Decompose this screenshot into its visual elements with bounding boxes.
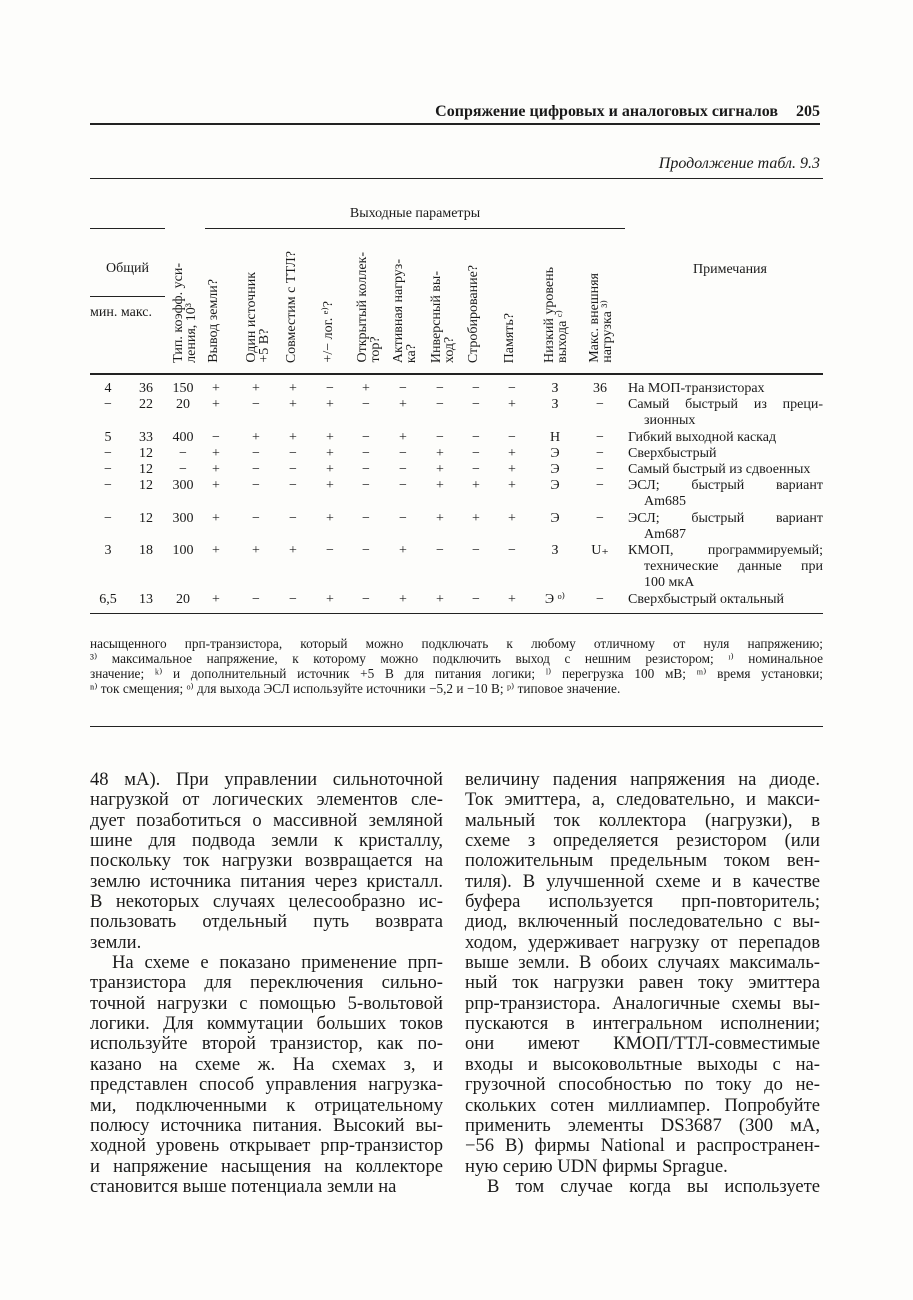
column-header-line: Память? [502, 312, 517, 363]
column-header-line: Тип. коэфф. уси- [171, 263, 186, 363]
table-cell: 22 [139, 397, 153, 412]
column-header [322, 301, 335, 363]
table-cell: − [508, 430, 516, 445]
table-cell: 33 [139, 430, 153, 445]
paragraph [465, 1177, 820, 1197]
table-cell: − [596, 592, 604, 607]
table-cell: + [289, 430, 297, 445]
column-header-line: Совместим с ТТЛ? [284, 250, 299, 363]
table-note-line: Am685 [644, 494, 686, 510]
text-line: Ток эмиттера, а, следовательно, и макси- [465, 789, 820, 811]
table-cell: 150 [172, 381, 194, 396]
text-line: величину падения напряжения на диоде. [465, 769, 820, 790]
column-header-line: выхода ᶜ⁾ [555, 310, 570, 363]
running-head [90, 103, 820, 121]
text-line: они имеют КМОП/ТТЛ-совместимые [465, 1033, 820, 1055]
text-line: выше земли. В обоих случаях максималь- [465, 952, 820, 974]
table-note [628, 446, 823, 462]
text-line: используйте второй транзистор, как по- [90, 1033, 443, 1055]
general-header: Общий [106, 261, 149, 276]
table-cell: Э [550, 462, 560, 477]
table-cell: + [362, 381, 370, 396]
table-note-line: На МОП-транзисторах [628, 381, 765, 396]
table-cell: − [508, 543, 516, 558]
table-cell: 18 [139, 543, 153, 558]
text-line: буфера используется прп-повторитель; [465, 891, 820, 913]
table-cell: + [252, 381, 260, 396]
column-header [207, 279, 220, 363]
table-cell: + [326, 478, 334, 493]
body-right-column [465, 770, 820, 1197]
column-header [245, 272, 271, 363]
table-cell: 13 [139, 592, 153, 607]
table-cell: − [289, 462, 297, 477]
table-cell: + [212, 397, 220, 412]
text-line: −56 В) фирмы National и распространен- [465, 1135, 820, 1157]
column-header-line: Низкий уровень [542, 266, 557, 363]
table-cell: − [399, 511, 407, 526]
table-cell: − [399, 462, 407, 477]
table-cell: З [551, 397, 559, 412]
table-cell: + [326, 397, 334, 412]
table-cell: + [326, 462, 334, 477]
column-header [543, 267, 569, 363]
table-cell: + [436, 511, 444, 526]
minmax-rule [90, 296, 165, 297]
text-line: скольких сотен миллиампер. Попробуйте [465, 1094, 820, 1116]
text-line: тиля). В улучшенной схеме и в качестве [465, 870, 820, 892]
table-cell: − [362, 397, 370, 412]
column-header-line: Открытый коллек- [355, 252, 370, 363]
table-cell: + [212, 592, 220, 607]
table-note [628, 430, 823, 446]
table-note [628, 511, 823, 543]
table-cell: 6,5 [99, 592, 117, 607]
table-cell: 20 [176, 397, 190, 412]
text-line: На схеме е показано применение прп- [112, 952, 443, 974]
column-header-line: ка? [404, 343, 419, 363]
table-cell: − [472, 592, 480, 607]
table-cell: − [362, 430, 370, 445]
table-top-rule [90, 178, 823, 179]
text-line: входы и высоковольтные выходы с на- [465, 1053, 820, 1075]
table-note [628, 543, 823, 592]
text-line: земли. [90, 931, 142, 953]
footnote-line: ⁿ⁾ ток смещения; ᵒ⁾ для выхода ЭСЛ используйте источники −5,2 и −10 В; ᵖ⁾ типовое значение. [90, 681, 621, 696]
table-cell: + [212, 381, 220, 396]
footnote-line: насыщенного прп-транзистора, который можно подключать к любому отличному от нуля напряжению; [90, 636, 823, 651]
table-cell: + [326, 592, 334, 607]
table-cell: − [399, 381, 407, 396]
paragraph [90, 770, 443, 953]
table-cell: − [472, 381, 480, 396]
table-note [628, 478, 823, 510]
table-cell: + [212, 511, 220, 526]
text-line: диод, включенный последовательно с вы- [465, 911, 820, 933]
table-cell: + [508, 592, 516, 607]
footnotes [90, 636, 823, 696]
table-cell: + [289, 397, 297, 412]
table-cell: − [596, 397, 604, 412]
table-cell: − [104, 462, 112, 477]
table-note-line: Сверхбыстрый [628, 446, 717, 461]
table-cell: + [212, 543, 220, 558]
table-note [628, 462, 823, 478]
text-line: землю источника питания через кристалл. [90, 870, 443, 892]
table-cell: + [508, 462, 516, 477]
column-header-line: Макс. внешняя [587, 273, 602, 363]
table-cell: − [289, 478, 297, 493]
table-cell: 36 [139, 381, 153, 396]
column-header [503, 313, 516, 363]
text-line: поскольку ток нагрузки возвращается на [90, 850, 443, 872]
table-cell: + [326, 446, 334, 461]
table-cell: + [436, 462, 444, 477]
table-cell: Э [550, 511, 560, 526]
column-header-line: Активная нагруз- [391, 258, 406, 363]
text-line: мальный ток коллектора (нагрузки), в [465, 809, 820, 831]
table-cell: − [104, 397, 112, 412]
table-cell: 400 [172, 430, 194, 445]
general-rule [90, 228, 165, 229]
table-cell: − [436, 397, 444, 412]
table-cell: + [326, 511, 334, 526]
table-cell: З [551, 543, 559, 558]
table-cell: 36 [593, 381, 607, 396]
table-cell: 3 [104, 543, 112, 558]
table-cell: + [436, 478, 444, 493]
table-cell: − [252, 478, 260, 493]
table-cell: 12 [139, 478, 153, 493]
table-cell: + [436, 446, 444, 461]
text-line: шине для подвода земли к кристаллу, [90, 830, 443, 852]
table-note [628, 592, 823, 608]
table-cell: + [399, 430, 407, 445]
table-cell: + [508, 511, 516, 526]
table-note-line: зионных [644, 413, 696, 429]
table-cell: + [508, 397, 516, 412]
table-cell: − [362, 543, 370, 558]
text-line: рпр-транзистора. Аналогичные схемы вы- [465, 992, 820, 1014]
min-max-header: мин. макс. [90, 305, 152, 320]
table-cell: − [596, 511, 604, 526]
text-line: применить элементы DS3687 (300 мА, [465, 1114, 820, 1136]
text-line: казано на схеме ж. На схемах з, и [90, 1053, 443, 1075]
text-line: полюсу источника питания. Высокий вы- [90, 1114, 443, 1136]
text-line: логики. Для коммутации больших токов [90, 1013, 443, 1035]
column-header-line: нагрузка ³⁾ [600, 300, 615, 363]
table-cell: − [436, 430, 444, 445]
table-cell: 12 [139, 462, 153, 477]
table-cell: − [289, 592, 297, 607]
table-cell: − [212, 430, 220, 445]
table-cell: 300 [172, 511, 194, 526]
table-cell: Э [550, 446, 560, 461]
text-line: пускаются в интегральном исполнении; [465, 1013, 820, 1035]
text-line: пользовать отдельный путь возврата [90, 911, 443, 933]
table-cell: Э ᵒ⁾ [544, 592, 566, 607]
table-cell: − [472, 543, 480, 558]
table-note-line: Самый быстрый из преци- [628, 397, 823, 412]
table-cell: − [362, 478, 370, 493]
table-cell: − [104, 511, 112, 526]
footnote-line: значение; ᵏ⁾ и дополнительный источник +5 В для питания логики; ˡ⁾ перегрузка 100 мВ; ᵐ⁾ время установки; [90, 666, 823, 681]
table-cell: − [362, 592, 370, 607]
column-header-line: Вывод земли? [206, 279, 221, 363]
body-left-column [90, 770, 443, 1197]
paragraph [90, 953, 443, 1197]
text-line: транзистора для переключения сильно- [90, 972, 443, 994]
table-cell: З [551, 381, 559, 396]
output-params-rule [205, 228, 625, 229]
table-cell: 20 [176, 592, 190, 607]
table-cell: − [252, 397, 260, 412]
column-header [588, 273, 614, 363]
text-line: дует позаботиться о массивной земляной [90, 809, 443, 831]
text-line: нагрузкой от логических элементов сле- [90, 789, 443, 811]
table-note-line: Гибкий выходной каскад [628, 430, 777, 445]
running-head-title: Сопряжение цифровых и аналоговых сигналов [435, 103, 778, 120]
table-note-line: технические данные при [644, 559, 823, 575]
table-cell: + [436, 592, 444, 607]
notes-header: Примечания [692, 262, 767, 277]
footnote-line: ³⁾ максимальное напряжение, к которому можно подключить выход с нешним резистором; ᶦ⁾ номинальное [90, 651, 823, 666]
table-cell: Н [549, 430, 561, 445]
output-params-header: Выходные параметры [349, 206, 481, 221]
table-cell: + [252, 430, 260, 445]
text-line: ный ток нагрузки равен току эмиттера [465, 972, 820, 994]
table-cell: − [252, 462, 260, 477]
table-cell: + [326, 430, 334, 445]
table-cell: − [472, 397, 480, 412]
table-cell: Э [550, 478, 560, 493]
table-note-line: ЭСЛ; быстрый вариант [628, 478, 823, 493]
column-header [285, 251, 298, 363]
table-cell: U₊ [591, 543, 609, 558]
table-cell: 100 [172, 543, 194, 558]
table-note-line: ЭСЛ; быстрый вариант [628, 511, 823, 526]
table-cell: + [399, 592, 407, 607]
table-continuation-label: Продолжение табл. 9.3 [658, 155, 820, 172]
column-header-line: Один источник [244, 272, 259, 363]
table-cell: − [596, 446, 604, 461]
text-line: точной нагрузки с помощью 5-вольтовой [90, 992, 443, 1014]
table-cell: − [436, 381, 444, 396]
table-cell: + [399, 397, 407, 412]
text-line: положительным предельным током вен- [465, 850, 820, 872]
paragraph [465, 770, 820, 1177]
table-cell: − [104, 478, 112, 493]
text-line: В некоторых случаях целесообразно ис- [90, 891, 443, 913]
text-line: грузочной способностью по току до не- [465, 1074, 820, 1096]
table-cell: + [289, 543, 297, 558]
table-cell: − [362, 462, 370, 477]
header-rule [90, 123, 820, 125]
table-cell: + [212, 478, 220, 493]
table-cell: − [326, 543, 334, 558]
table-cell: − [362, 446, 370, 461]
text-line: В том случае когда вы используете [487, 1175, 820, 1197]
table-cell: − [472, 446, 480, 461]
column-header [392, 259, 418, 363]
table-cell: + [472, 511, 480, 526]
text-line: схеме з определяется резистором (или [465, 830, 820, 852]
table-cell: 4 [104, 381, 112, 396]
table-cell: − [436, 543, 444, 558]
table-cell: 5 [104, 430, 112, 445]
table-cell: − [399, 478, 407, 493]
table-cell: + [472, 478, 480, 493]
table-note-line: КМОП, программируемый; [628, 543, 823, 558]
table-cell: + [508, 478, 516, 493]
text-line: ми, подключенными к отрицательному [90, 1094, 443, 1116]
table-cell: 12 [139, 446, 153, 461]
table-cell: − [399, 446, 407, 461]
table-note [628, 381, 823, 397]
table-cell: − [252, 592, 260, 607]
table-cell: + [399, 543, 407, 558]
table-cell: − [472, 462, 480, 477]
table-cell: − [508, 381, 516, 396]
text-line: ходной уровень открывает рпр-транзистор [90, 1135, 443, 1157]
table-note [628, 397, 823, 429]
table-cell: 300 [172, 478, 194, 493]
footnotes-rule [90, 726, 823, 727]
column-header [172, 263, 198, 363]
table-cell: − [289, 511, 297, 526]
table-cell: − [596, 430, 604, 445]
text-line: 48 мА). При управлении сильноточной [90, 769, 443, 790]
text-line: становится выше потенциала земли на [90, 1175, 397, 1197]
table-cell: + [212, 446, 220, 461]
table-cell: + [252, 543, 260, 558]
header-bottom-rule [90, 373, 823, 375]
table-cell: − [596, 478, 604, 493]
table-cell: + [289, 381, 297, 396]
table-cell: − [362, 511, 370, 526]
table-cell: − [179, 446, 187, 461]
column-header [356, 252, 382, 363]
table-cell: 12 [139, 511, 153, 526]
column-header-line: +/− лог. ᵉ⁾? [321, 301, 336, 363]
table-cell: − [289, 446, 297, 461]
column-header-line: ход? [442, 336, 457, 363]
text-line: и напряжение насыщения на коллекторе [90, 1155, 443, 1177]
text-line: ную серию UDN фирмы Sprague. [465, 1155, 728, 1177]
table-cell: − [326, 381, 334, 396]
table-note-line: Самый быстрый из сдвоенных [628, 462, 811, 477]
column-header-line: тор? [368, 336, 383, 363]
column-header-line: Стробирование? [466, 264, 481, 363]
table-cell: − [104, 446, 112, 461]
column-header-line: Инверсный вы- [429, 270, 444, 363]
table-cell: − [596, 462, 604, 477]
table-cell: − [252, 446, 260, 461]
table-cell: + [508, 446, 516, 461]
column-header-line: ления, 10³ [184, 303, 199, 363]
table-cell: − [472, 430, 480, 445]
text-line: представлен способ управления нагрузка- [90, 1074, 443, 1096]
table-bottom-rule [90, 613, 823, 614]
table-cell: − [179, 462, 187, 477]
column-header-line: +5 В? [257, 329, 272, 363]
column-header [467, 265, 480, 363]
table-cell: + [212, 462, 220, 477]
table-note-line: 100 мкА [644, 575, 695, 591]
table-cell: − [252, 511, 260, 526]
page-number: 205 [796, 103, 820, 120]
column-header [430, 271, 456, 363]
text-line: ходом, удерживает нагрузку от перепадов [465, 931, 820, 953]
table-note-line: Сверхбыстрый октальный [628, 592, 784, 607]
table-note-line: Am687 [644, 527, 686, 543]
